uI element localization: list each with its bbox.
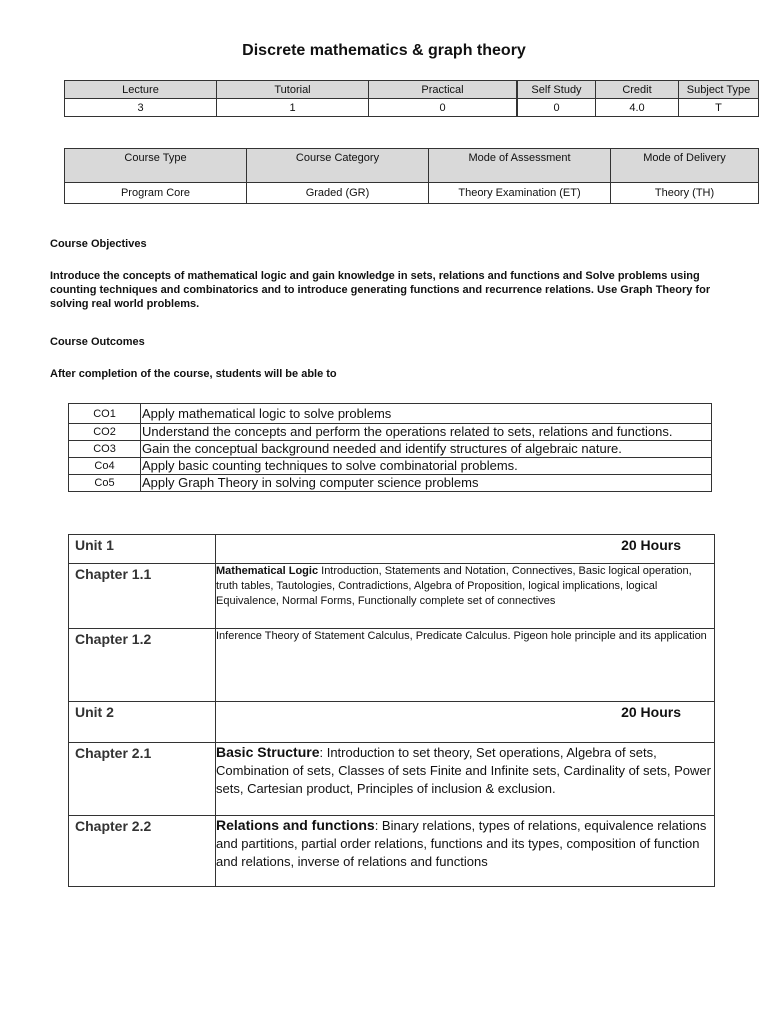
outcomes-table bbox=[68, 403, 712, 492]
chapter-2-2-row bbox=[69, 816, 715, 887]
unit-2-hours: 20 Hours bbox=[216, 702, 715, 743]
chapter-1-2-text: Inference Theory of Statement Calculus, Predicate Calculus. Pigeon hole principle and its application bbox=[216, 629, 715, 702]
header-mode-of-assessment: Mode of Assessment bbox=[429, 149, 611, 183]
unit-2-label: Unit 2 bbox=[69, 702, 216, 743]
value-course-type: Program Core bbox=[65, 183, 247, 204]
course-outcomes-intro: After completion of the course, students will be able to bbox=[50, 368, 337, 380]
outcome-text: Understand the concepts and perform the operations related to sets, relations and functions. bbox=[141, 424, 712, 441]
page-title: Discrete mathematics & graph theory bbox=[242, 42, 526, 59]
header-credit: Credit bbox=[596, 81, 679, 99]
chapter-2-1-text: : Introduction to set theory, Set operations, Algebra of sets, Combination of sets, Classes of sets Finite and Infinite sets, Cardinality of sets, Power sets, Cartesian product, Principles of inclusion & exclusion. bbox=[216, 745, 711, 796]
value-self-study: 0 bbox=[517, 99, 596, 117]
chapter-1-1-topic: Mathematical Logic bbox=[216, 565, 319, 577]
chapter-2-2-topic: Relations and functions bbox=[216, 817, 375, 833]
outcome-code: Co5 bbox=[69, 475, 141, 492]
header-subject-type: Subject Type bbox=[679, 81, 759, 99]
header-tutorial: Tutorial bbox=[217, 81, 369, 99]
header-self-study: Self Study bbox=[517, 81, 596, 99]
course-objectives-heading: Course Objectives bbox=[50, 238, 147, 250]
value-course-category: Graded (GR) bbox=[247, 183, 429, 204]
chapter-1-1-row bbox=[69, 564, 715, 629]
unit-1-hours: 20 Hours bbox=[216, 535, 715, 564]
value-credit: 4.0 bbox=[596, 99, 679, 117]
outcome-row bbox=[69, 404, 712, 424]
chapter-1-1-content bbox=[216, 564, 715, 629]
value-subject-type: T bbox=[679, 99, 759, 117]
outcome-text: Apply basic counting techniques to solve combinatorial problems. bbox=[141, 458, 712, 475]
header-practical: Practical bbox=[369, 81, 518, 99]
outcome-text: Gain the conceptual background needed and identify structures of algebraic nature. bbox=[141, 441, 712, 458]
header-course-category: Course Category bbox=[247, 149, 429, 183]
chapter-1-1-label: Chapter 1.1 bbox=[69, 564, 216, 629]
value-tutorial: 1 bbox=[217, 99, 369, 117]
hours-table-header-row bbox=[65, 81, 759, 99]
outcome-code: Co4 bbox=[69, 458, 141, 475]
course-outcomes-heading: Course Outcomes bbox=[50, 336, 145, 348]
course-info-table bbox=[64, 148, 759, 204]
outcome-row bbox=[69, 475, 712, 492]
course-info-value-row bbox=[65, 183, 759, 204]
chapter-2-2-content bbox=[216, 816, 715, 887]
chapter-2-1-label: Chapter 2.1 bbox=[69, 743, 216, 816]
outcome-code: CO1 bbox=[69, 404, 141, 424]
outcome-row bbox=[69, 458, 712, 475]
outcome-code: CO2 bbox=[69, 424, 141, 441]
value-mode-of-assessment: Theory Examination (ET) bbox=[429, 183, 611, 204]
course-objectives-text: Introduce the concepts of mathematical logic and gain knowledge in sets, relations and functions and Solve problems using counting techniques and combinatorics and to introduce generating functions and recurrence relations. Use Graph Theory for solving real world problems. bbox=[50, 270, 711, 310]
chapter-1-2-row bbox=[69, 629, 715, 702]
chapter-2-2-label: Chapter 2.2 bbox=[69, 816, 216, 887]
chapter-2-2-text: : Binary relations, types of relations, equivalence relations and partitions, partial order relations, functions and its types, composition of function and relations, inverse of relations and functions bbox=[216, 818, 707, 869]
chapter-1-2-label: Chapter 1.2 bbox=[69, 629, 216, 702]
chapter-2-1-content bbox=[216, 743, 715, 816]
course-info-header-row bbox=[65, 149, 759, 183]
chapter-2-1-row bbox=[69, 743, 715, 816]
unit-1-row bbox=[69, 535, 715, 564]
outcome-text: Apply Graph Theory in solving computer science problems bbox=[141, 475, 712, 492]
value-mode-of-delivery: Theory (TH) bbox=[611, 183, 759, 204]
header-lecture: Lecture bbox=[65, 81, 217, 99]
chapter-2-1-topic: Basic Structure bbox=[216, 744, 320, 760]
hours-table-value-row bbox=[65, 99, 759, 117]
hours-table bbox=[64, 80, 759, 117]
unit-2-row bbox=[69, 702, 715, 743]
value-practical: 0 bbox=[369, 99, 518, 117]
outcome-text: Apply mathematical logic to solve problems bbox=[141, 404, 712, 424]
header-mode-of-delivery: Mode of Delivery bbox=[611, 149, 759, 183]
syllabus-table bbox=[68, 534, 715, 887]
unit-1-label: Unit 1 bbox=[69, 535, 216, 564]
outcome-code: CO3 bbox=[69, 441, 141, 458]
header-course-type: Course Type bbox=[65, 149, 247, 183]
value-lecture: 3 bbox=[65, 99, 217, 117]
outcome-row bbox=[69, 424, 712, 441]
chapter-1-1-text: Introduction, Statements and Notation, Connectives, Basic logical operation, truth tables, Tautologies, Contradictions, Algebra of Proposition, logical implications, logical Equivalence, Normal Forms, Functionally complete set of connectives bbox=[216, 565, 692, 607]
outcome-row bbox=[69, 441, 712, 458]
